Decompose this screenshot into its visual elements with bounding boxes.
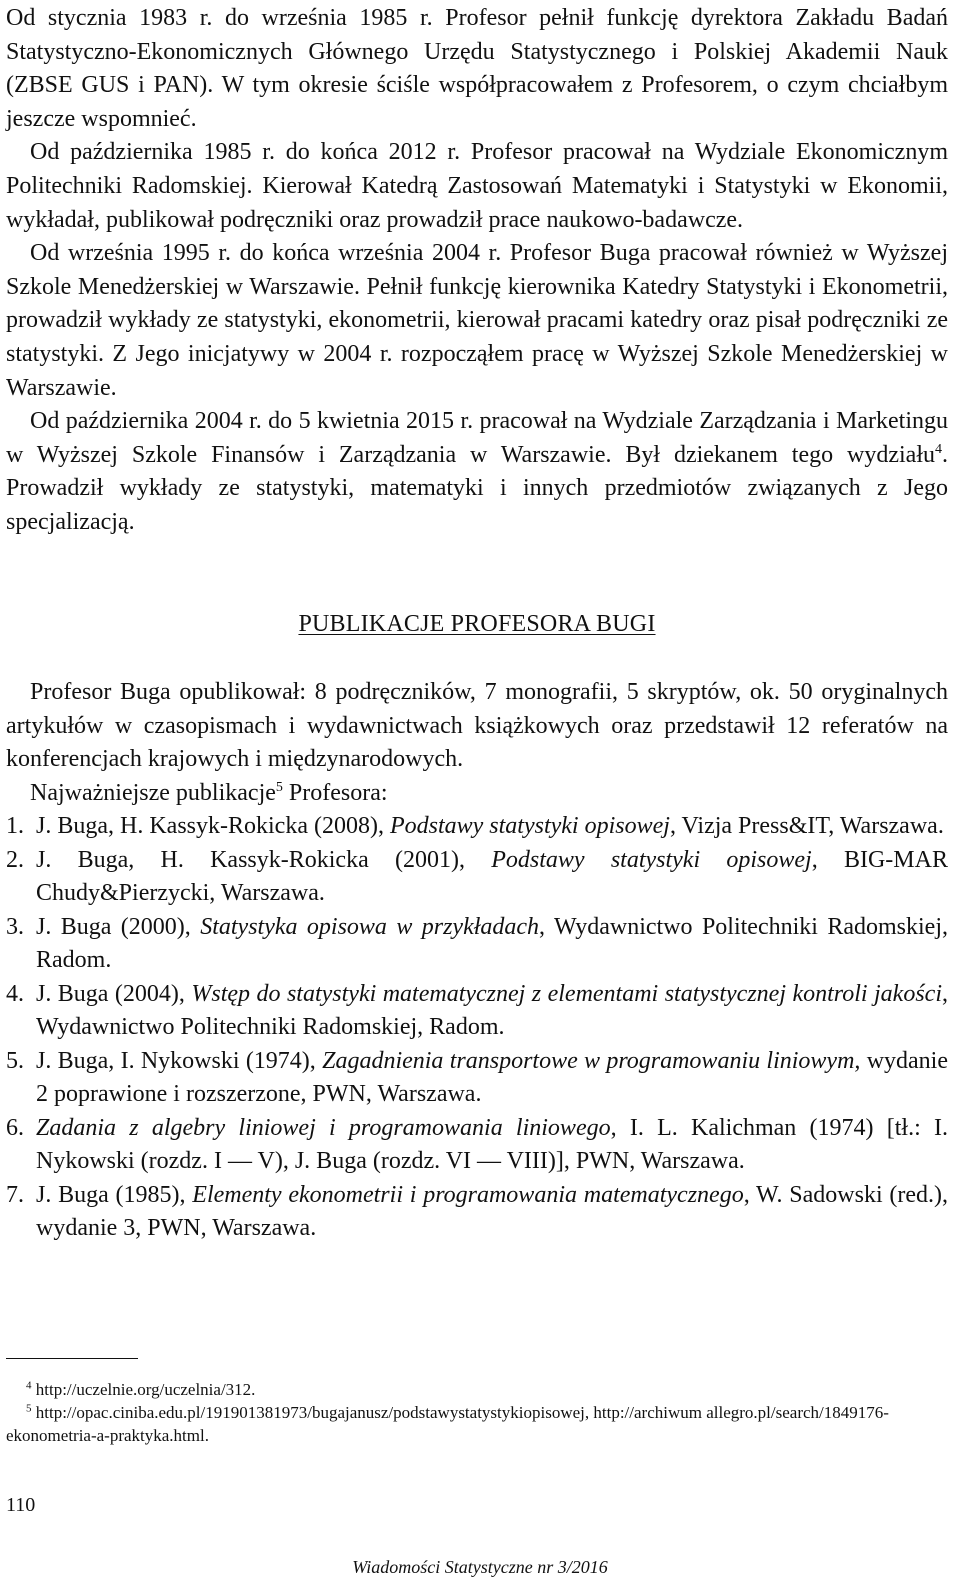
publication-item bbox=[6, 978, 948, 1045]
item-title: Podstawy statystyki opisowej bbox=[389, 813, 670, 840]
paragraph-2: Od października 1985 r. do końca 2012 r. Profesor pracował na Wydziale Ekonomicznym Politechniki Radomskiej. Kierował Katedrą Zastosowań Matematyki i Statystyki w Ekonomii, wykładał, publikował podręczniki oraz prowadził prace naukowo-badawcze. bbox=[6, 139, 948, 233]
footnotes bbox=[6, 1378, 948, 1447]
item-title: Wstęp do statystyki matematycznej z elementami statystycznej kontroli jakości bbox=[191, 980, 942, 1007]
footnote-text: http://uczelnie.org/uczelnia/312. bbox=[31, 1380, 256, 1399]
publication-item bbox=[6, 1112, 948, 1179]
item-title: Statystyka opisowa w przykładach bbox=[200, 913, 540, 940]
publication-item bbox=[6, 911, 948, 978]
lead-text-b: Profesora: bbox=[282, 779, 388, 806]
footnote-text: http://opac.ciniba.edu.pl/191901381973/bugajanusz/podstawystatystykiopisowej, http://archiwum allegro.pl/search/1849176-ekonometria-a-praktyka.html. bbox=[6, 1403, 889, 1445]
item-number: 7. bbox=[6, 1181, 24, 1208]
publication-list bbox=[6, 810, 948, 1246]
section-heading: PUBLIKACJE PROFESORA BUGI bbox=[298, 611, 656, 637]
item-authors: J. Buga, H. Kassyk-Rokicka (2001), bbox=[36, 846, 492, 873]
item-authors: J. Buga, I. Nykowski (1974), bbox=[36, 1047, 323, 1074]
footnote-4 bbox=[6, 1378, 948, 1401]
publications-body bbox=[6, 676, 948, 1246]
item-publisher: wydanie 2 poprawione i rozszerzone, PWN, Warszawa. bbox=[36, 1047, 948, 1108]
item-number: 5. bbox=[6, 1047, 24, 1074]
page-number: 110 bbox=[6, 1494, 36, 1516]
item-title: Zadania z algebry liniowej i programowania liniowego bbox=[36, 1114, 611, 1141]
item-number: 1. bbox=[6, 813, 24, 840]
item-authors: J. Buga (2000), bbox=[36, 913, 201, 940]
item-title: Elementy ekonometrii i programowania matematycznego bbox=[192, 1181, 744, 1208]
item-authors: J. Buga (1985), bbox=[36, 1181, 193, 1208]
item-number: 4. bbox=[6, 980, 24, 1007]
journal-footer: Wiadomości Statystyczne nr 3/2016 bbox=[352, 1557, 608, 1577]
publications-section bbox=[6, 607, 948, 641]
item-number: 3. bbox=[6, 913, 24, 940]
paragraph-4 bbox=[6, 405, 948, 539]
item-title: Podstawy statystyki opisowej bbox=[491, 846, 812, 873]
footnote-ref-4: 4 bbox=[935, 441, 942, 457]
item-publisher: , I. L. Kalichman (1974) [tł.: I. Nykowski (rozdz. I — V), J. Buga (rozdz. VI — VIII)], PWN, Warszawa. bbox=[36, 1114, 948, 1175]
paragraph-4-text-a: Od października 2004 r. do 5 kwietnia 2015 r. pracował na Wydziale Zarządzania i Marketingu w Wyższej Szkole Finansów i Zarządzania w Warszawie. Był dziekanem tego wydziału bbox=[6, 408, 948, 468]
publication-item bbox=[6, 844, 948, 911]
item-publisher: , Wydawnictwo Politechniki Radomskiej, Radom. bbox=[36, 980, 948, 1041]
body-text bbox=[6, 2, 948, 540]
footnote-ref-5: 5 bbox=[275, 779, 283, 795]
paragraph-3: Od września 1995 r. do końca września 2004 r. Profesor Buga pracował również w Wyższej Szkole Menedżerskiej w Warszawie. Pełnił funkcję kierownika Katedry Statystyki i Ekonometrii, prowadził wykłady ze statystyki, ekonometrii, kierował pracami katedry oraz pisał podręczniki ze statystyki. Z Jego inicjatywy w 2004 r. rozpocząłem pracę w Wyższej Szkole Menedżerskiej w Warszawie. bbox=[6, 240, 948, 401]
paragraph-1: Od stycznia 1983 r. do września 1985 r. Profesor pełnił funkcję dyrektora Zakładu Badań Statystyczno-Ekonomicznych Głównego Urzędu Statystycznego i Polskiej Akademii Nauk (ZBSE GUS i PAN). W tym okresie ściśle współpracowałem z Profesorem, o czym chciałbym jeszcze wspomnieć. bbox=[6, 5, 948, 132]
footnote-number: 4 bbox=[26, 1379, 32, 1392]
footnote-number: 5 bbox=[26, 1402, 32, 1415]
publications-intro: Profesor Buga opublikował: 8 podręczników, 7 monografii, 5 skryptów, ok. 50 oryginalnych artykułów w czasopismach i wydawnictwach książkowych oraz przedstawił 12 referatów na konferencjach krajowych i międzynarodowych. bbox=[6, 679, 948, 773]
publications-lead bbox=[6, 777, 948, 811]
item-publisher: , W. Sadowski (red.), wydanie 3, PWN, Warszawa. bbox=[36, 1181, 949, 1242]
publication-item bbox=[6, 810, 948, 844]
item-publisher: , BIG-MAR Chudy&Pierzycki, Warszawa. bbox=[36, 846, 948, 907]
item-publisher: , Vizja Press&IT, Warszawa. bbox=[669, 813, 944, 840]
publication-item bbox=[6, 1045, 948, 1112]
item-authors: J. Buga, H. Kassyk-Rokicka (2008), bbox=[36, 813, 390, 840]
item-number: 2. bbox=[6, 846, 24, 873]
publication-item bbox=[6, 1179, 948, 1246]
item-title: Zagadnienia transportowe w programowaniu liniowym, bbox=[322, 1047, 861, 1074]
paragraph-4-text-b: . Prowadził wykłady ze statystyki, matematyki i innych przedmiotów związanych z Jego specjalizacją. bbox=[6, 441, 948, 535]
item-authors: J. Buga (2004), bbox=[36, 980, 192, 1007]
lead-text-a: Najważniejsze publikacje bbox=[30, 779, 276, 806]
footnote-5 bbox=[6, 1401, 948, 1447]
footnote-separator bbox=[6, 1358, 138, 1359]
item-number: 6. bbox=[6, 1114, 24, 1141]
item-publisher: , Wydawnictwo Politechniki Radomskiej, Radom. bbox=[36, 913, 948, 974]
